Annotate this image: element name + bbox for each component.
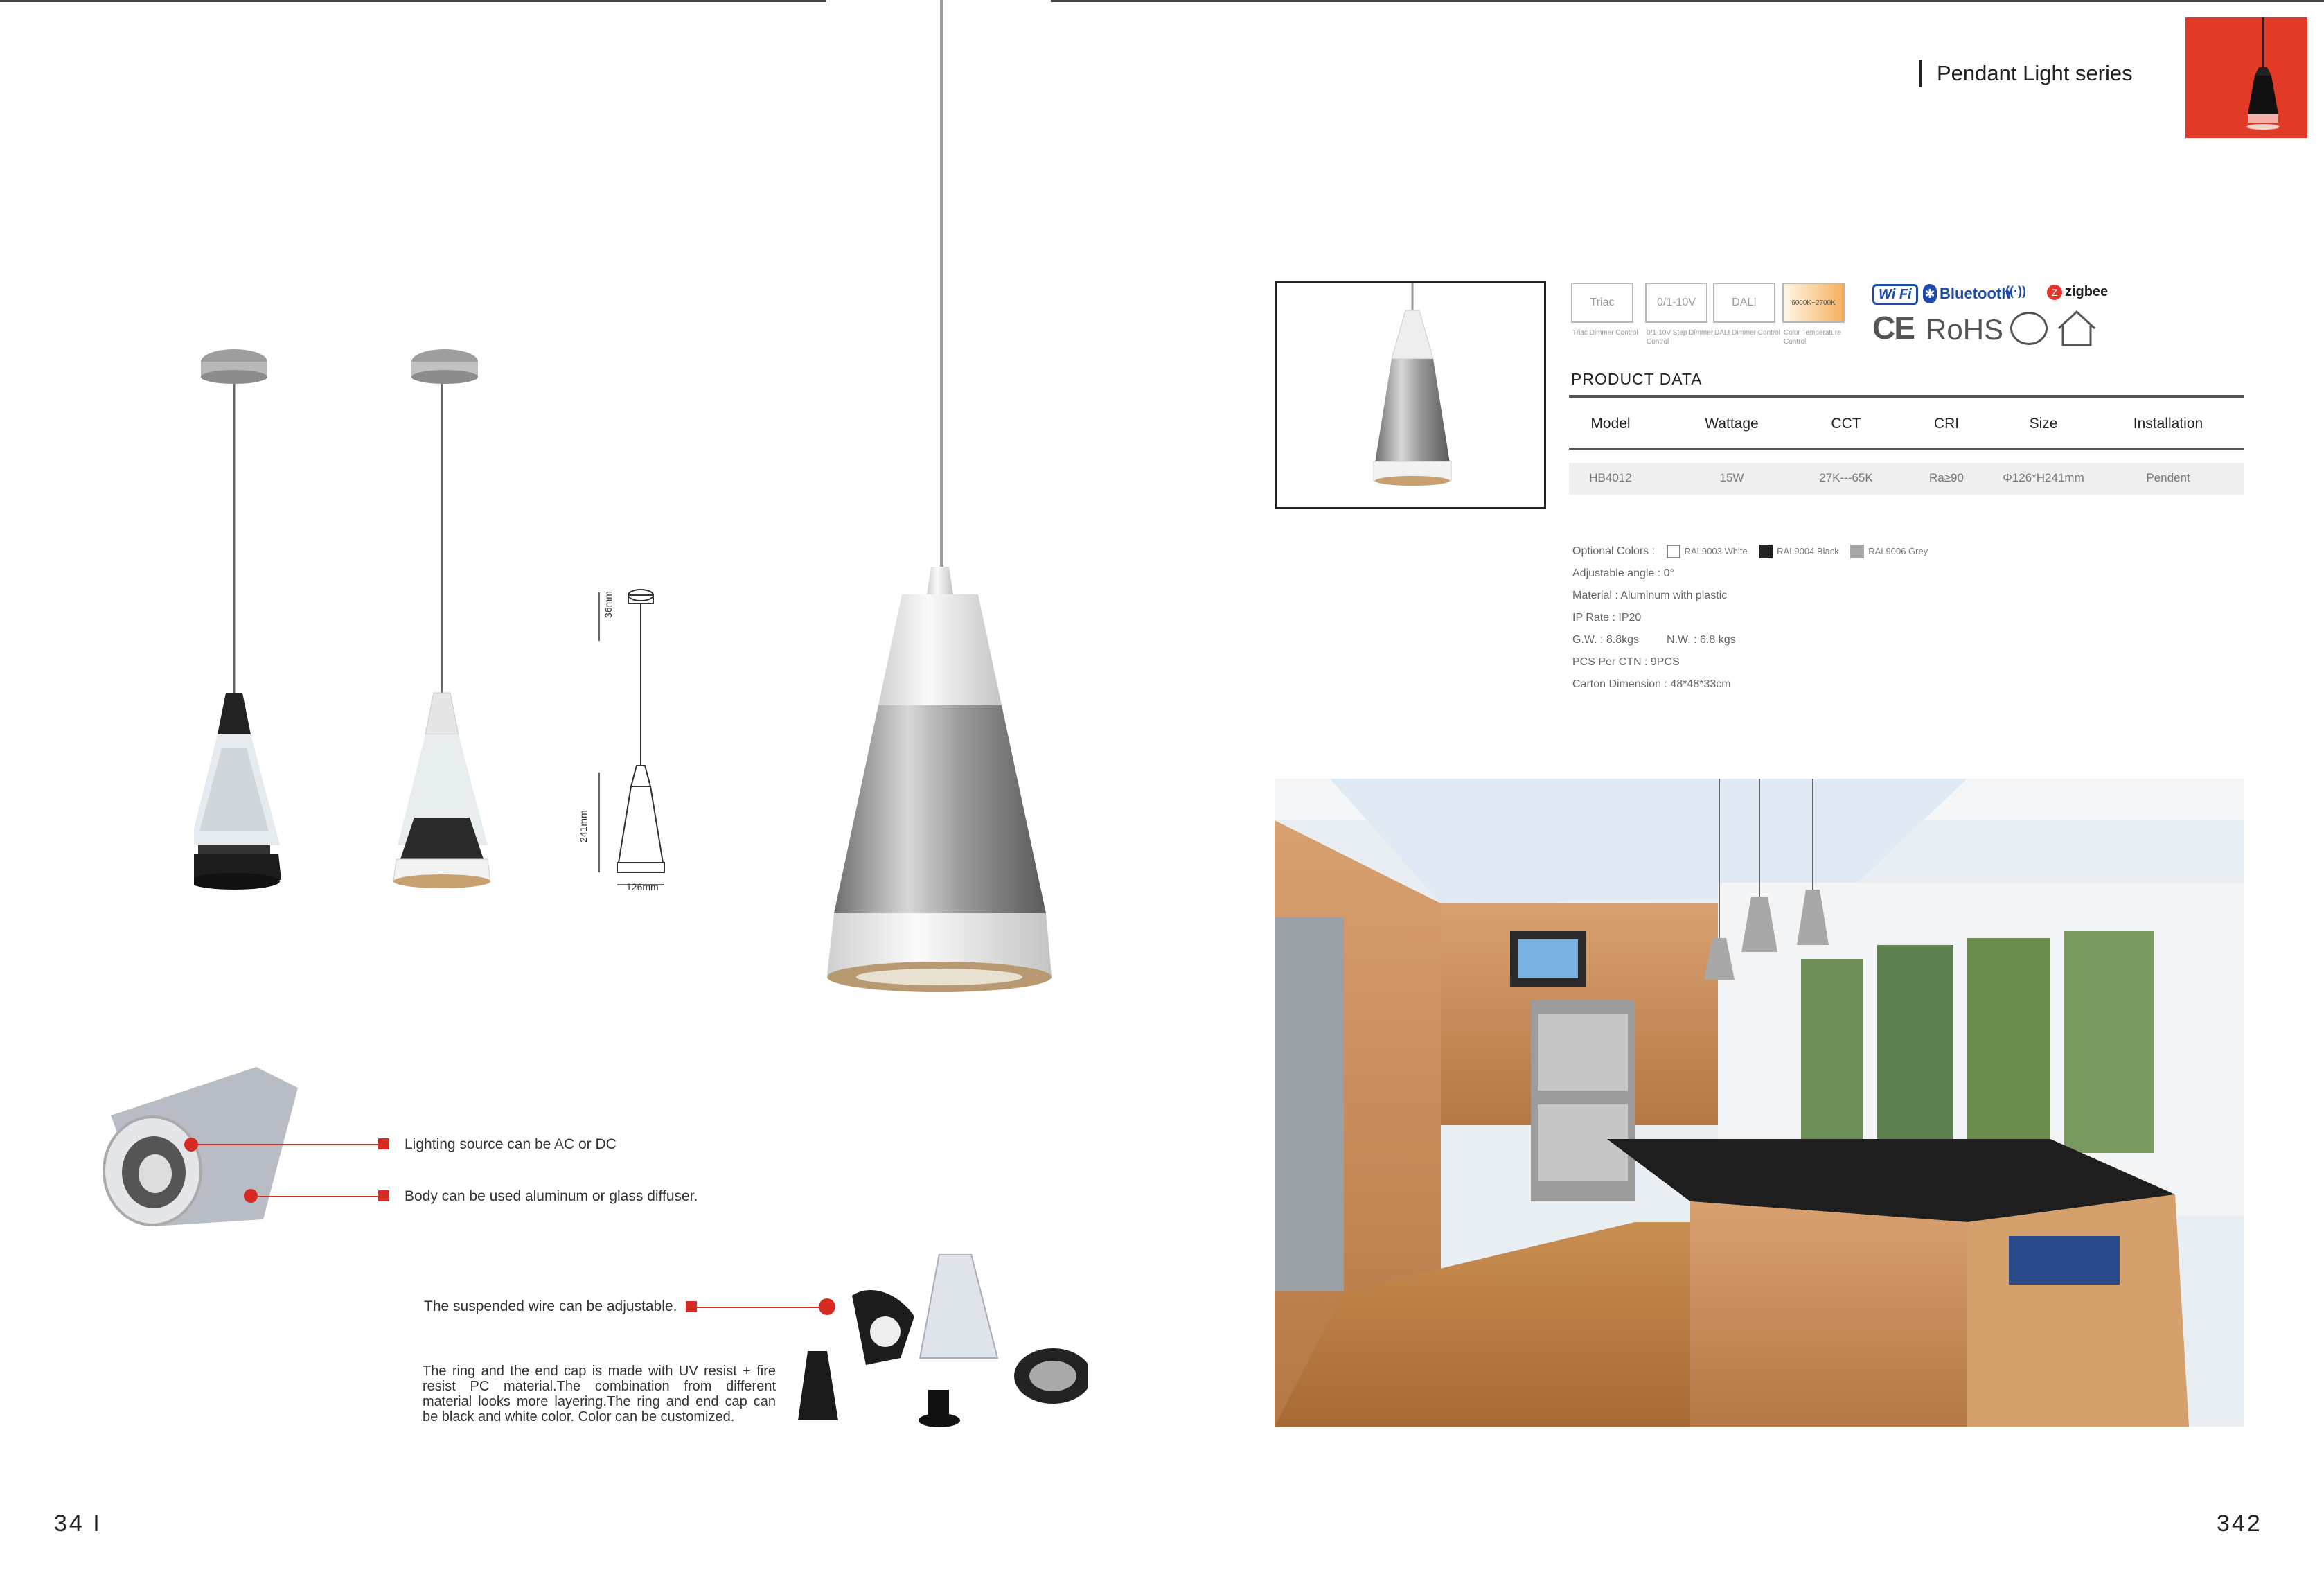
col-wattage: Wattage [1705,416,1759,432]
bullet-2 [378,1190,389,1201]
dim-top-label: 36mm [603,591,614,618]
lamp-black-image [194,346,305,894]
spec-weight-row [1572,629,1928,651]
spec-pcs: PCS Per CTN : 9PCS [1572,656,1680,669]
control-cct-caption: Color Temperature Control [1784,329,1841,346]
feature-suspended-wire: The suspended wire can be adjustable. [424,1298,677,1314]
swatch-grey [1850,545,1864,558]
brand-logo-box [2185,17,2307,138]
cell-installation: Pendent [2146,471,2190,484]
pendant-lamp-icon [2185,17,2307,138]
optional-colors-label: Optional Colors : [1572,545,1656,558]
col-model: Model [1590,416,1631,432]
control-0-10v-caption: 0/1-10V Step Dimmer Control [1647,329,1714,346]
bullet-3 [686,1301,697,1312]
spec-nw: N.W. : 6.8 kgs [1667,634,1736,646]
swatch-black-label: RAL9004 Black [1777,546,1839,556]
spec-carton: Carton Dimension : 48*48*33cm [1572,678,1731,691]
spec-ip: IP Rate : IP20 [1572,612,1642,624]
top-rule-right [1051,0,2324,2]
feature-lighting-source: Lighting source can be AC or DC [405,1136,617,1152]
home-icon [2056,309,2097,348]
page-number-right: 342 [2217,1510,2262,1537]
col-cct: CCT [1831,416,1861,432]
lamp-parts-image [790,1254,1088,1434]
rohs-mark: RoHS [1926,313,2004,346]
col-cri: CRI [1933,416,1960,432]
control-triac-caption: Triac Dimmer Control [1572,329,1638,337]
swatch-white-label: RAL9003 White [1684,546,1748,556]
cell-cri: Ra≥90 [1929,471,1964,484]
cell-size: Φ126*H241mm [2003,471,2084,484]
dimension-drawing [578,585,682,897]
cell-model: HB4012 [1589,471,1632,484]
swatch-grey-label: RAL9006 Grey [1868,546,1928,556]
top-rule-left [0,0,826,2]
feature-ring-cap: The ring and the end cap is made with UV resist + fire resist PC material.The combination from different material looks more layering.The ring and end cap can be black and white color. Color can be customized. [423,1364,776,1424]
dim-body-label: 241mm [578,810,589,842]
product-thumbnail [1275,281,1546,509]
zigbee-icon: Z [2047,285,2062,300]
bluetooth-icon: ✱ [1923,284,1937,303]
cell-cct: 27K---65K [1819,471,1873,484]
table-rule-top [1569,395,2244,398]
product-data-title: PRODUCT DATA [1571,370,1703,388]
control-triac: Triac [1571,283,1633,323]
bluetooth-label: Bluetooth [1940,285,2011,302]
lamp-detail-image [97,1067,305,1240]
lamp-main-image [817,567,1067,1010]
wifi-icon: Wi Fi [1872,284,1918,305]
feature-body-material: Body can be used aluminum or glass diffuser. [405,1188,698,1204]
cell-wattage: 15W [1719,471,1744,484]
zigbee-badge [2047,284,2108,300]
bluetooth-badge [1923,284,2011,303]
ccc-mark-icon [2010,312,2048,345]
bullet-1 [378,1138,389,1149]
page-number-left: 34 I [54,1510,102,1537]
swatch-white [1667,545,1680,558]
swatch-black [1759,545,1773,558]
kitchen-photo [1275,779,2244,1427]
spec-gw: G.W. : 8.8kgs [1572,634,1640,646]
spec-list [1572,540,1928,696]
dim-width-label: 126mm [626,881,659,892]
spec-material: Material : Aluminum with plastic [1572,590,1728,602]
callout-line-1 [191,1144,378,1145]
control-0-10v: 0/1-10V [1645,283,1707,323]
rf-signal-icon: ((·)) [2005,284,2026,298]
callout-line-2 [256,1196,378,1197]
control-cct: 6000K~2700K [1782,283,1845,323]
series-title: Pendant Light series [1919,60,2133,87]
table-rule-mid [1569,448,2244,450]
zigbee-label: zigbee [2065,284,2109,299]
control-dali-caption: DALI Dimmer Control [1714,329,1781,337]
col-size: Size [2029,416,2058,432]
pendant-cord [940,0,943,574]
col-installation: Installation [2133,416,2203,432]
spec-angle: Adjustable angle : 0° [1572,567,1674,580]
lamp-white-image [387,346,497,894]
ce-mark: CE [1872,310,1914,346]
optional-colors-row [1572,540,1928,563]
control-dali: DALI [1713,283,1775,323]
